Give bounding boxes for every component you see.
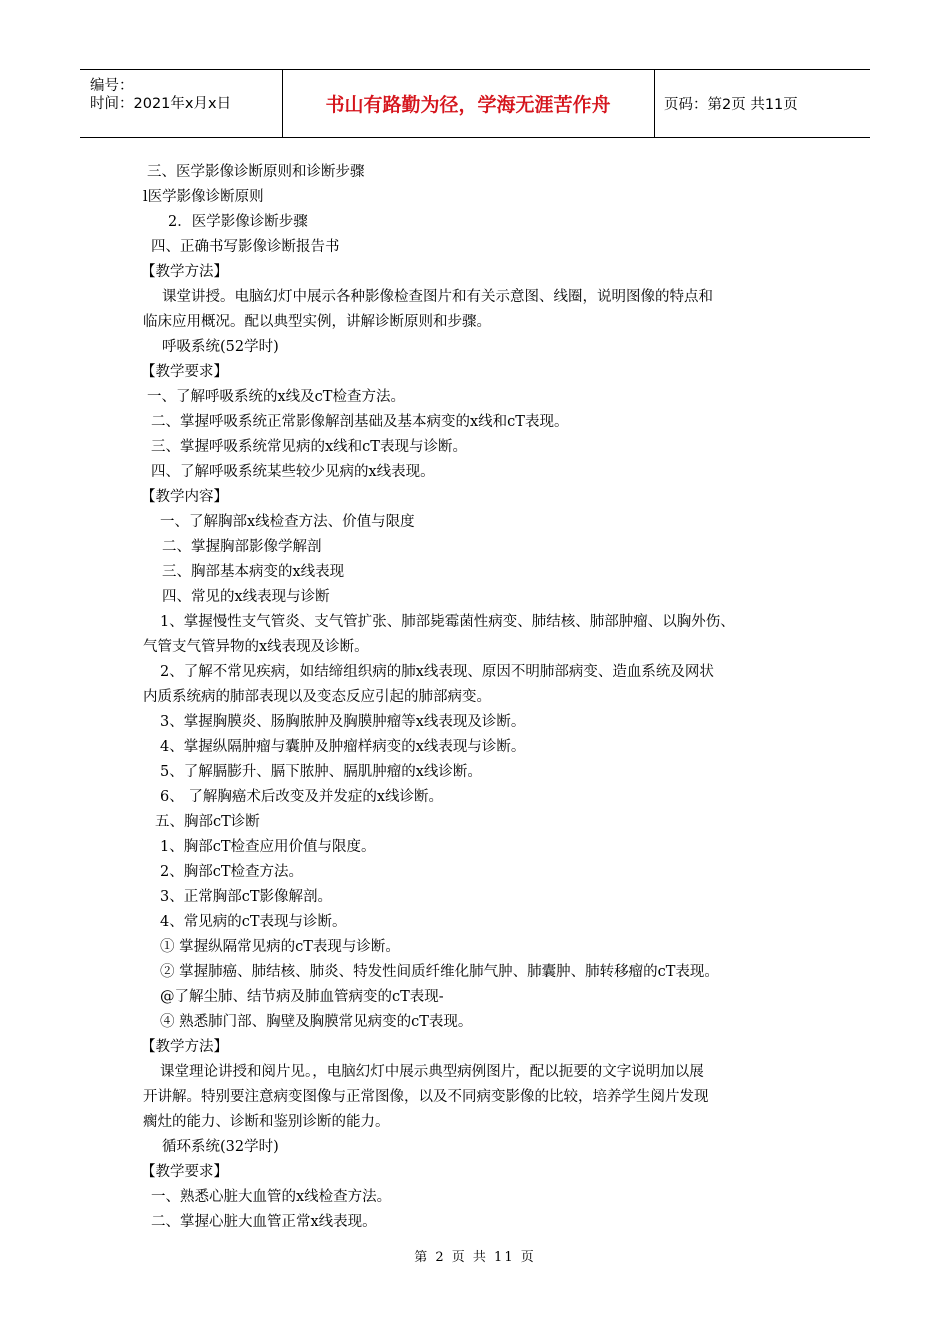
section-heading: 【教学要求】: [141, 364, 228, 380]
header-meta-cell: [80, 70, 282, 137]
text-line: 四、正确书写影像诊断报告书: [151, 239, 340, 255]
section-heading: 【教学方法】: [141, 264, 228, 280]
text-line: 呼吸系统(52学时): [162, 339, 279, 355]
text-line: @了解尘肺、结节病及肺血管病变的cT表现-: [160, 989, 444, 1005]
text-line: 三、医学影像诊断原则和诊断步骤: [147, 164, 365, 180]
text-line: 气管支气管异物的x线表现及诊断。: [143, 639, 369, 655]
text-line: 四、了解呼吸系统某些较少见病的x线表现。: [151, 464, 435, 480]
text-line: 内质系统病的肺部表现以及变态反应引起的肺部病变。: [143, 689, 491, 705]
text-line: 3、掌握胸膜炎、肠胸脓肿及胸膜肿瘤等x线表现及诊断。: [160, 714, 526, 730]
section-heading: 【教学内容】: [141, 489, 228, 505]
text-line: ④ 熟悉肺门部、胸壁及胸膜常见病变的cT表现。: [160, 1014, 473, 1030]
text-line: 6、 了解胸癌术后改变及并发症的x线诊断。: [160, 789, 444, 805]
text-line: 4、常见病的cT表现与诊断。: [160, 914, 347, 930]
date-label: 时间：2021年x月x日: [90, 96, 232, 112]
text-line: 临床应用概况。配以典型实例，讲解诊断原则和步骤。: [143, 314, 491, 330]
section-heading: 【教学方法】: [141, 1039, 228, 1055]
section-heading: 【教学要求】: [141, 1164, 228, 1180]
text-line: 四、常见的x线表现与诊断: [162, 589, 330, 605]
text-line: 2、胸部cT检查方法。: [160, 864, 304, 880]
text-line: 1、掌握慢性支气管炎、支气管扩张、肺部毙霉菌性病变、肺结核、肺部肿瘤、以胸外伤、: [160, 614, 735, 630]
text-line: 一、了解胸部x线检查方法、价值与限度: [160, 514, 415, 530]
page-footer: 第 2 页 共 11 页: [414, 1250, 536, 1265]
header-page-code: 页码：第2页 共11页: [664, 97, 798, 113]
text-line: 3、正常胸部cT影像解剖。: [160, 889, 333, 905]
text-line: l医学影像诊断原则: [143, 189, 264, 205]
number-label: 编号：: [90, 78, 134, 94]
header-motto: 书山有路勤为径，学海无涯苦作舟: [325, 94, 611, 116]
text-line: 2、了解不常见疾病，如结缔组织病的肺x线表现、原因不明肺部病变、造血系统及网状: [160, 664, 714, 680]
text-line: 二、掌握呼吸系统正常影像解剖基础及基本病变的x线和cT表现。: [151, 414, 569, 430]
text-line: 课堂讲授。电脑幻灯中展示各种影像检查图片和有关示意图、线圈，说明图像的特点和: [162, 289, 713, 305]
text-line: 开讲解。特别要注意病变图像与正常图像，以及不同病变影像的比较，培养学生阅片发现: [143, 1089, 709, 1105]
text-line: 二、掌握心脏大血管正常x线表现。: [151, 1214, 377, 1230]
text-line: 2．医学影像诊断步骤: [168, 214, 308, 230]
text-line: 循环系统(32学时): [162, 1139, 279, 1155]
text-line: 一、熟悉心脏大血管的x线检查方法。: [151, 1189, 392, 1205]
text-line: 三、胸部基本病变的x线表现: [162, 564, 345, 580]
document-header: [80, 69, 870, 138]
text-line: 4、掌握纵隔肿瘤与囊肿及肿瘤样病变的x线表现与诊断。: [160, 739, 526, 755]
text-line: 三、掌握呼吸系统常见病的x线和cT表现与诊断。: [151, 439, 467, 455]
text-line: 5、了解膈膨升、膈下脓肿、膈肌肿瘤的x线诊断。: [160, 764, 482, 780]
text-line: 瘸灶的能力、诊断和鉴别诊断的能力。: [143, 1114, 390, 1130]
text-line: 二、掌握胸部影像学解剖: [162, 539, 322, 555]
header-divider: [654, 70, 655, 137]
text-line: 五、胸部cT诊断: [155, 814, 260, 830]
text-line: 1、胸部cT检查应用价值与限度。: [160, 839, 376, 855]
text-line: 一、了解呼吸系统的x线及cT检查方法。: [147, 389, 405, 405]
text-line: ② 掌握肺癌、肺结核、肺炎、特发性间质纤维化肺气肿、肺囊肿、肺转移瘤的cT表现。: [160, 964, 719, 980]
text-line: ① 掌握纵隔常见病的cT表现与诊断。: [160, 939, 400, 955]
text-line: 课堂理论讲授和阅片见。，电脑幻灯中展示典型病例图片，配以扼要的文字说明加以展: [160, 1064, 704, 1080]
